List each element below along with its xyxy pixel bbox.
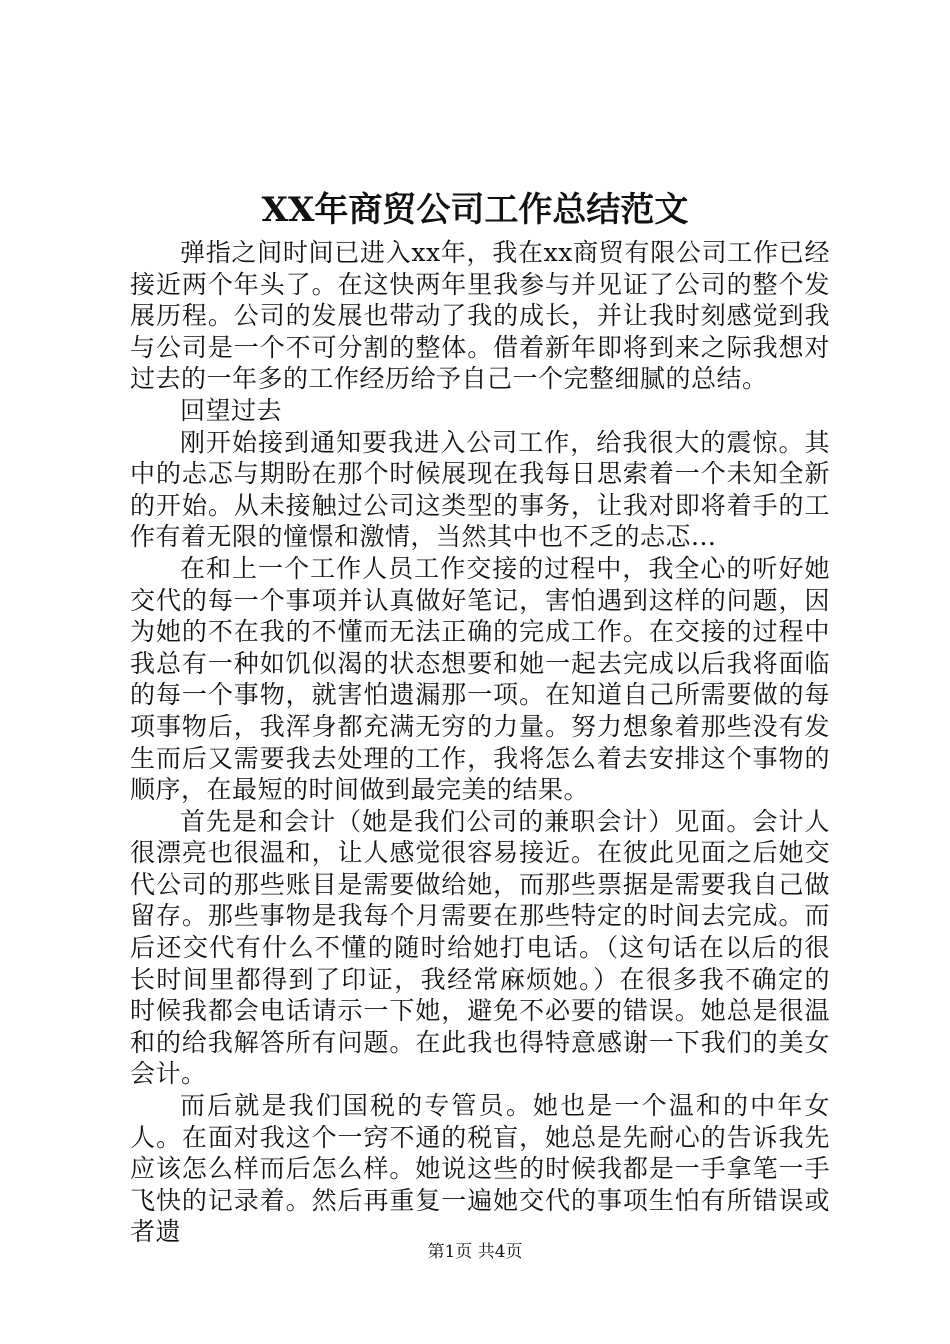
section-heading: 回望过去: [180, 395, 283, 425]
paragraph-intro: 弹指之间时间已进入xx年，我在xx商贸有限公司工作已经接近两个年头了。在这快两年里我参与并见证了公司的整个发展历程。公司的发展也带动了我的成长，并让我时刻感觉到我与公司是一个不可分割的整体。借着新年即将到来之际我想对过去的一年多的工作经历给予自己一个完整细腻的总结。: [130, 238, 830, 394]
paragraph-start: 刚开始接到通知要我进入公司工作，给我很大的震惊。其中的忐忑与期盼在那个时候展现在我每日思索着一个未知全新的开始。从未接触过公司这类型的事务，让我对即将着手的工作有着无限的憧憬和激情，当然其中也不乏的忐忑...: [130, 427, 830, 552]
document-body: [130, 237, 830, 1248]
page-indicator: 第1页 共4页: [427, 1242, 523, 1262]
paragraph-accountant: 首先是和会计（她是我们公司的兼职会计）见面。会计人很漂亮也很温和，让人感觉很容易接近。在彼此见面之后她交代公司的那些账目是需要做给她，而那些票据是需要我自己做留存。那些事物是我每个月需要在那些特定的时间去完成。而后还交代有什么不懂的随时给她打电话。（这句话在以后的很长时间里都得到了印证，我经常麻烦她。）在很多我不确定的时候我都会电话请示一下她，避免不必要的错误。她总是很温和的给我解答所有问题。在此我也得特意感谢一下我们的美女会计。: [130, 806, 830, 1089]
document-title: XX年商贸公司工作总结范文: [261, 190, 689, 230]
paragraph-tax-officer: 而后就是我们国税的专管员。她也是一个温和的中年女人。在面对我这个一窍不通的税盲，她总是先耐心的告诉我先应该怎么样而后怎么样。她说这些的时候我都是一手拿笔一手飞快的记录着。然后再重复一遍她交代的事项生怕有所错误或者遗: [130, 1091, 830, 1247]
paragraph-handover: 在和上一个工作人员工作交接的过程中，我全心的听好她交代的每一个事项并认真做好笔记，害怕遇到这样的问题，因为她的不在我的不懂而无法正确的完成工作。在交接的过程中我总有一种如饥似渴的状态想要和她一起去完成以后我将面临的每一个事物，就害怕遗漏那一项。在知道自己所需要做的每项事物后，我浑身都充满无穷的力量。努力想象着那些没有发生而后又需要我去处理的工作，我将怎么着去安排这个事物的顺序，在最短的时间做到最完美的结果。: [130, 553, 830, 805]
